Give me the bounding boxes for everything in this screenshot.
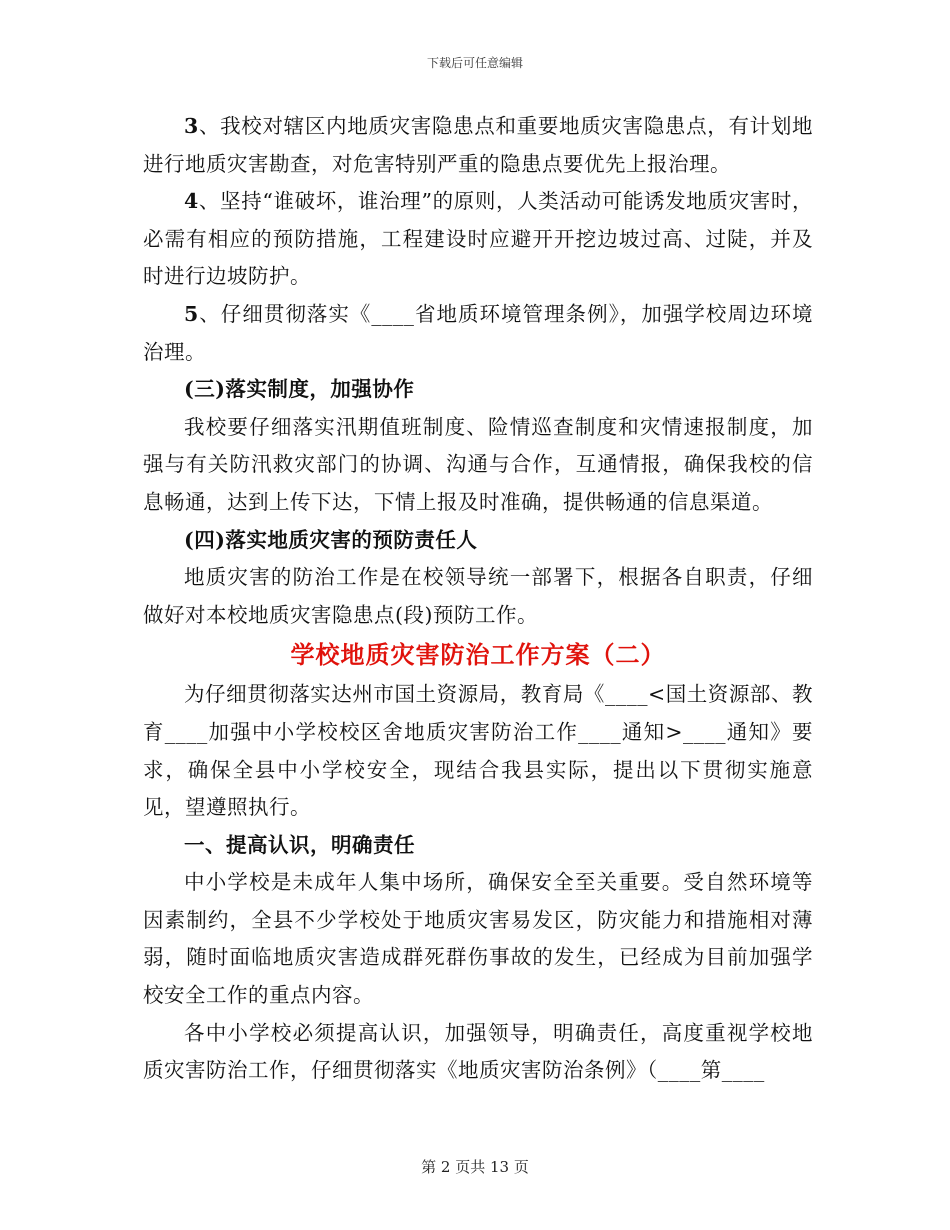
paragraph: 各中小学校必须提高认识，加强领导，明确责任，高度重视学校地质灾害防治工作，仔细贯彻落实《地质灾害防治条例》（____第____: [143, 1020, 813, 1083]
list-text: 、坚持“谁破坏，谁治理”的原则，人类活动可能诱发地质灾害时，必需有相应的预防措施，工程建设时应避开开挖边坡过高、过陡，并及时进行边坡防护。: [143, 189, 813, 289]
list-item-4: [143, 183, 813, 296]
list-number: 5: [184, 301, 199, 326]
section-heading-3: (三)落实制度，加强协作: [184, 377, 415, 402]
list-text: 、仔细贯彻落实《____省地质环境管理条例》，加强学校周边环境治理。: [143, 301, 813, 364]
document-title: 学校地质灾害防治工作方案（二）: [290, 640, 666, 670]
list-text: 、我校对辖区内地质灾害隐患点和重要地质灾害隐患点，有计划地进行地质灾害勘查，对危害特别严重的隐患点要优先上报治理。: [143, 114, 813, 176]
paragraph: 中小学校是未成年人集中场所，确保安全至关重要。受自然环境等因素制约，全县不少学校处于地质灾害易发区，防灾能力和措施相对薄弱，随时面临地质灾害造成群死群伤事故的发生，已经成为目前加强学校安全工作的重点内容。: [143, 870, 813, 1008]
page-header: 下载后可任意编辑: [426, 56, 523, 70]
paragraph: 地质灾害的防治工作是在校领导统一部署下，根据各自职责，仔细做好对本校地质灾害隐患点(段)预防工作。: [143, 565, 813, 627]
paragraph: 我校要仔细落实汛期值班制度、险情巡查制度和灾情速报制度，加强与有关防汛救灾部门的协调、沟通与合作，互通情报，确保我校的信息畅通，达到上传下达，下情上报及时准确，提供畅通的信息渠道。: [143, 414, 813, 514]
list-number: 3: [184, 114, 199, 138]
page-footer: 第 2 页共 13 页: [421, 1158, 529, 1176]
section-heading-4: (四)落实地质灾害的预防责任人: [184, 527, 478, 552]
paragraph: 为仔细贯彻落实达州市国土资源局，教育局《____<国土资源部、教育____加强中小学校校区舍地质灾害防治工作____通知>____通知》要求，确保全县中小学校安全，现结合我县实际，提出以下贯彻实施意见，望遵照执行。: [143, 682, 813, 820]
list-item-5: [143, 296, 813, 371]
list-number: 4: [184, 189, 199, 214]
section-heading-1: 一、提高认识，明确责任: [184, 832, 415, 857]
list-item-3: [143, 108, 813, 183]
document-body: [143, 108, 813, 1090]
